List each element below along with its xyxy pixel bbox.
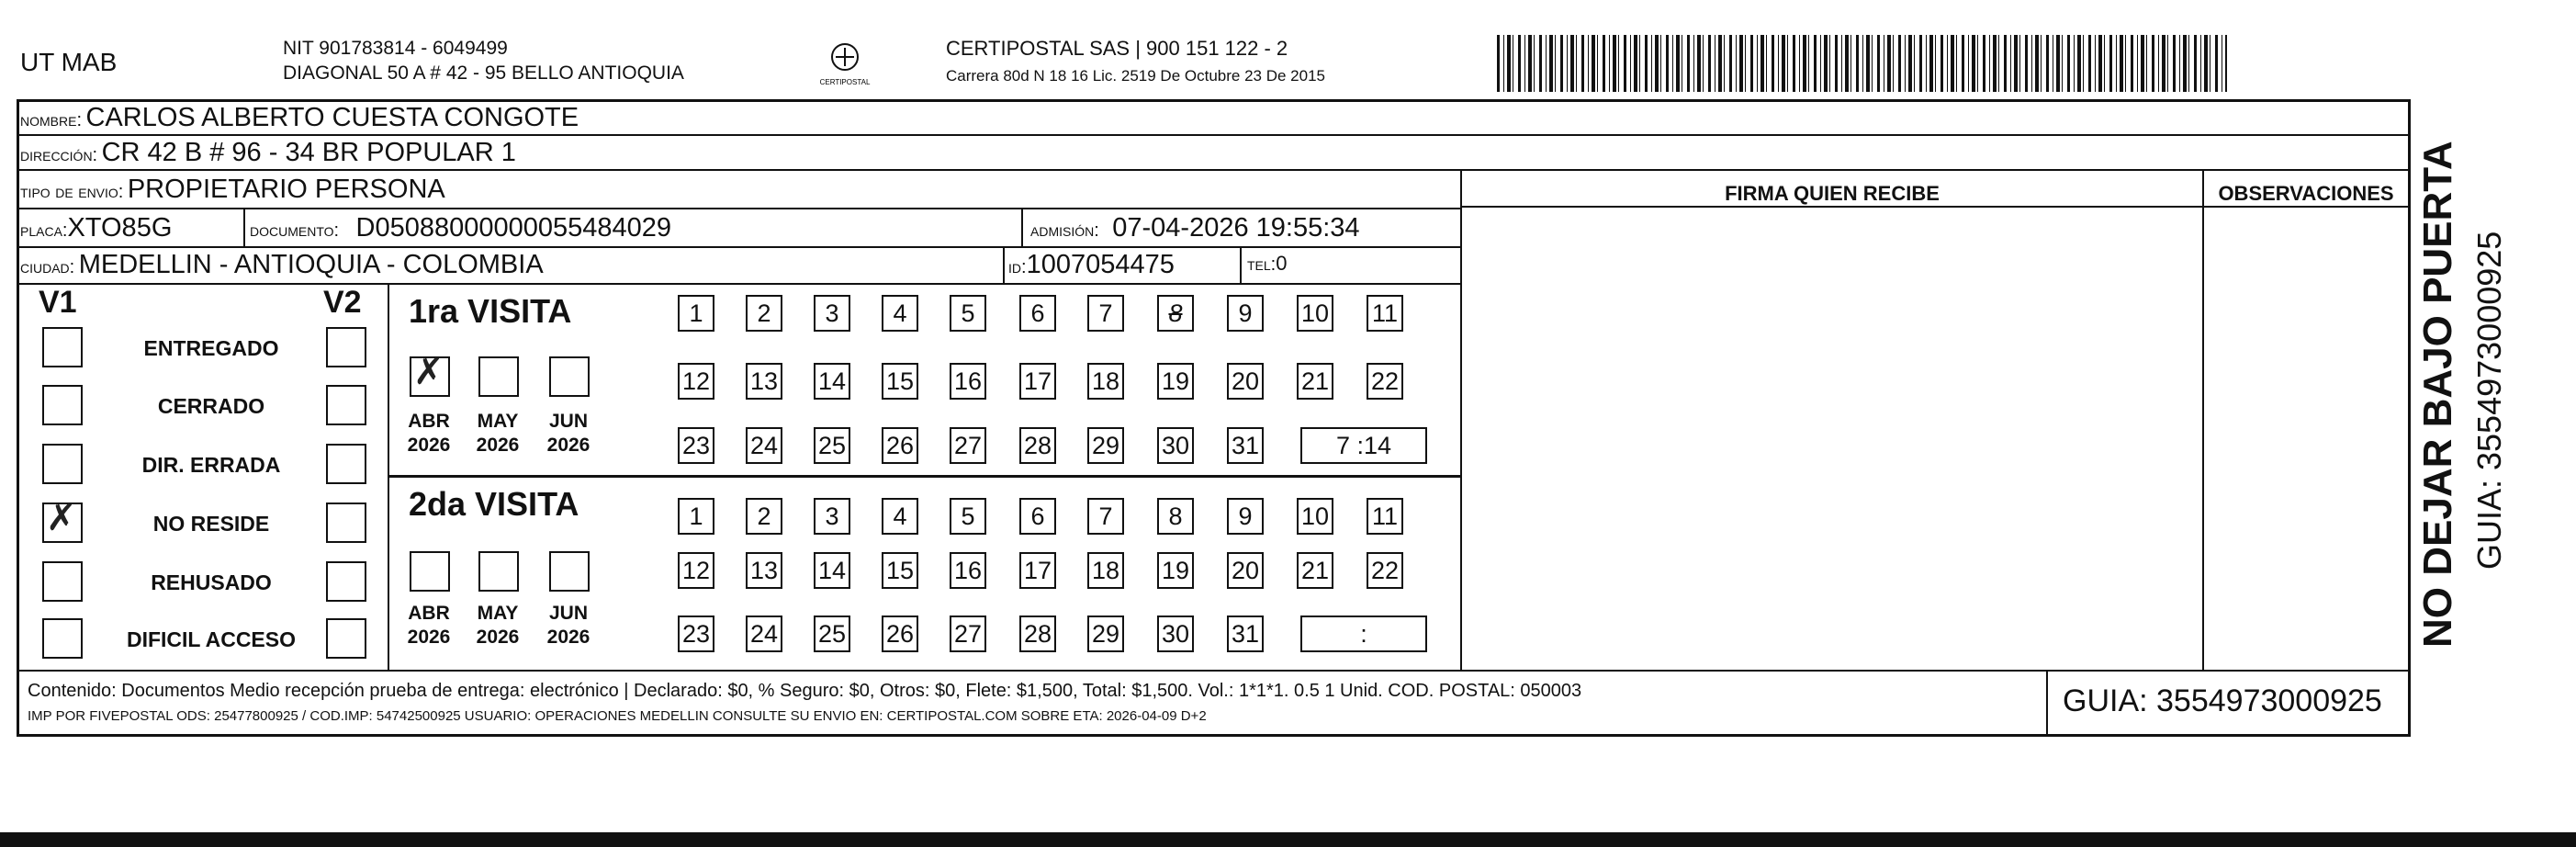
visit1-month-label [397,410,461,457]
cell-divider [1021,209,1023,248]
month-name: JUN [548,603,588,624]
row-id [1008,250,1175,280]
visit2-day-box[interactable]: 10 [1297,498,1333,535]
v1-checkbox[interactable] [42,385,83,425]
col-divider [2202,171,2204,671]
visit1-day-box[interactable]: 13 [746,363,782,400]
v2-checkbox[interactable] [326,618,366,659]
visit1-title: 1ra VISITA [409,292,572,330]
v2-checkbox[interactable] [326,385,366,425]
admision-label: admisión: [1030,220,1099,241]
visit2-day-box[interactable]: 17 [1019,552,1056,589]
visit2-month-checkbox[interactable] [410,551,450,592]
visit1-day-box[interactable]: 5 [950,295,986,332]
visit2-day-box[interactable]: 19 [1157,552,1194,589]
id-value: 1007054475 [1026,250,1175,279]
visit2-day-box[interactable]: 25 [814,615,850,652]
no-dejar-bajo-puerta: NO DEJAR BAJO PUERTA [2415,141,2460,648]
bottom-band [0,832,2576,847]
placa-value: XTO85G [67,213,173,243]
signature-area[interactable] [1464,209,2200,669]
v2-header: V2 [323,285,362,320]
certipostal-logo-icon [817,37,872,92]
row-tipo [20,175,445,205]
visit1-day-box[interactable]: 25 [814,427,850,464]
visit1-day-box[interactable]: 18 [1087,363,1124,400]
visit2-day-box[interactable]: 28 [1019,615,1056,652]
visit2-day-box[interactable]: 27 [950,615,986,652]
tel-label: tel: [1247,254,1277,275]
cell-divider [1240,248,1242,283]
tipo-value: PROPIETARIO PERSONA [127,175,445,204]
visit2-month-label [466,602,530,649]
visit1-day-box[interactable]: 9 [1227,295,1264,332]
company-address: Carrera 80d N 18 16 Lic. 2519 De Octubre 23 De 2015 [946,67,1325,85]
visit1-day-box[interactable]: 23 [678,427,714,464]
visit1-day-box[interactable]: 10 [1297,295,1333,332]
visit2-day-box[interactable]: 31 [1227,615,1264,652]
visit2-title: 2da VISITA [409,485,579,523]
visit2-time-field[interactable]: : [1300,615,1427,652]
visit1-day-box[interactable]: 16 [950,363,986,400]
frame-right [2408,99,2411,737]
visit2-day-box[interactable]: 7 [1087,498,1124,535]
frame-left [17,99,19,737]
visit2-day-box[interactable]: 30 [1157,615,1194,652]
footer-guia: GUIA: 3554973000925 [2063,683,2382,718]
month-year: 2026 [546,435,591,456]
visit1-day-box[interactable]: 21 [1297,363,1333,400]
visit2-day-box[interactable]: 14 [814,552,850,589]
visit2-day-box[interactable]: 3 [814,498,850,535]
visit2-month-label [397,602,461,649]
visit1-day-box[interactable]: 11 [1367,295,1403,332]
month-year: 2026 [407,435,451,456]
visit1-day-box[interactable]: 19 [1157,363,1194,400]
visit1-day-box[interactable]: 29 [1087,427,1124,464]
visit1-day-box[interactable]: 3 [814,295,850,332]
visit1-month-checkbox[interactable] [478,356,519,397]
v1-header: V1 [39,285,77,320]
visit1-month-label [466,410,530,457]
visit2-day-box[interactable]: 22 [1367,552,1403,589]
visit2-day-box[interactable]: 4 [882,498,918,535]
visit2-day-box[interactable]: 6 [1019,498,1056,535]
row-placa [20,213,172,243]
ciudad-value: MEDELLIN - ANTIOQUIA - COLOMBIA [78,250,544,279]
row-line [17,670,2411,672]
visit2-day-box[interactable]: 8 [1157,498,1194,535]
visit2-day-box[interactable]: 21 [1297,552,1333,589]
visit2-day-box[interactable]: 5 [950,498,986,535]
logo-text: CERTIPOSTAL [819,78,871,86]
visit1-day-box[interactable]: 12 [678,363,714,400]
status-label: CERRADO [157,394,265,418]
status-label: REHUSADO [151,570,272,594]
visit2-day-box[interactable]: 11 [1367,498,1403,535]
v1-checkbox[interactable] [42,327,83,367]
placa-label: placa: [20,220,68,241]
visit2-day-box[interactable]: 16 [950,552,986,589]
v2-checkbox[interactable] [326,327,366,367]
month-year: 2026 [407,627,451,648]
visit1-month-label [536,410,601,457]
visit1-day-box[interactable]: 7 [1087,295,1124,332]
month-year: 2026 [546,627,591,648]
observaciones-area[interactable] [2206,209,2406,669]
row-line [17,169,2411,171]
visit2-day-box[interactable]: 24 [746,615,782,652]
row-documento [250,213,671,243]
row-admision [1030,213,1360,243]
side-guia: GUIA: 3554973000925 [2470,231,2508,570]
status-label: ENTREGADO [143,336,279,360]
visit2-month-checkbox[interactable] [549,551,590,592]
footer-divider [2046,672,2048,736]
status-label: NO RESIDE [152,512,270,536]
status-divider [388,285,389,671]
visit1-day-box[interactable]: 24 [746,427,782,464]
row-line [17,208,1461,209]
frame-bottom [17,734,2411,737]
row-line [17,246,1461,248]
v1-checkbox[interactable] [42,618,83,659]
visit1-day-box[interactable]: 6 [1019,295,1056,332]
visit2-day-box[interactable]: 23 [678,615,714,652]
month-year: 2026 [476,435,520,456]
admision-value: 07-04-2026 19:55:34 [1112,213,1360,243]
v2-checkbox[interactable] [326,561,366,602]
visit1-day-box[interactable]: 27 [950,427,986,464]
visit1-day-box[interactable]: 1 [678,295,714,332]
visit2-day-box[interactable]: 9 [1227,498,1264,535]
visit2-day-box[interactable]: 2 [746,498,782,535]
row-line [17,283,1461,285]
visit1-month-checkbox[interactable] [410,351,450,397]
cell-divider [1003,248,1005,283]
nombre-label: nombre: [20,110,83,130]
row-line [1462,206,2411,208]
visit1-day-box[interactable]: 15 [882,363,918,400]
sender-name: UT MAB [20,48,118,76]
visit1-day-box[interactable]: 2 [746,295,782,332]
tipo-label: tipo de envio: [20,182,124,202]
company-name: CERTIPOSTAL SAS | 900 151 122 - 2 [946,37,1288,60]
month-name: ABR [408,603,450,624]
v1-checkbox[interactable] [42,497,83,543]
col-divider [1460,171,1462,671]
id-label: id: [1008,257,1027,277]
month-name: JUN [548,411,588,432]
visit1-day-box[interactable]: 22 [1367,363,1403,400]
visit1-day-box[interactable]: 31 [1227,427,1264,464]
check-mark-icon: ✗ [413,351,444,393]
visit1-day-box[interactable]: 20 [1227,363,1264,400]
firma-header: FIRMA QUIEN RECIBE [1725,182,1940,205]
visit2-day-box[interactable]: 13 [746,552,782,589]
visit-divider [389,475,1460,478]
footer-impresion: IMP POR FIVEPOSTAL ODS: 25477800925 / COD.IMP: 54742500925 USUARIO: OPERACIONES MEDELLIN CONSULTE SU ENVIO EN: CERTIPOSTAL.COM SOBRE ETA: 2026-04-09 D+2 [28,708,1207,724]
v2-checkbox[interactable] [326,444,366,484]
visit2-day-box[interactable]: 20 [1227,552,1264,589]
row-nombre [20,103,579,133]
visit2-day-box[interactable]: 18 [1087,552,1124,589]
visit1-month-checkbox[interactable] [549,356,590,397]
visit2-day-box[interactable]: 1 [678,498,714,535]
visit1-day-box[interactable]: 26 [882,427,918,464]
visit2-day-box[interactable]: 12 [678,552,714,589]
frame-top [17,99,2409,102]
month-name: MAY [477,411,519,432]
month-name: ABR [408,411,450,432]
month-name: MAY [477,603,519,624]
row-direccion [20,138,516,168]
visit2-month-label [536,602,601,649]
visit2-day-box[interactable]: 29 [1087,615,1124,652]
visit1-day-box[interactable]: 28 [1019,427,1056,464]
visit1-day-box[interactable]: 30 [1157,427,1194,464]
barcode [1497,35,2227,92]
cell-divider [243,209,245,248]
check-mark-icon: ✗ [46,497,77,539]
visit1-day-box[interactable]: 14 [814,363,850,400]
visit2-month-checkbox[interactable] [478,551,519,592]
v1-checkbox[interactable] [42,561,83,602]
visit1-day-box[interactable]: 4 [882,295,918,332]
visit2-day-box[interactable]: 15 [882,552,918,589]
status-label: DIFICIL ACCESO [126,627,296,651]
v2-checkbox[interactable] [326,503,366,543]
visit1-day-box[interactable]: 17 [1019,363,1056,400]
visit2-day-box[interactable]: 26 [882,615,918,652]
ciudad-label: ciudad: [20,257,75,277]
row-tel [1247,252,1287,276]
visit1-time-field[interactable]: 7 :14 [1300,427,1427,464]
observaciones-header: OBSERVACIONES [2218,182,2394,205]
v1-checkbox[interactable] [42,444,83,484]
nombre-value: CARLOS ALBERTO CUESTA CONGOTE [85,103,579,132]
status-label: DIR. ERRADA [141,453,281,477]
direccion-value: CR 42 B # 96 - 34 BR POPULAR 1 [101,138,516,167]
row-ciudad [20,250,544,280]
sender-address: DIAGONAL 50 A # 42 - 95 BELLO ANTIOQUIA [283,62,684,84]
tel-value: 0 [1276,252,1288,275]
visit1-day-box[interactable]: 8 [1157,295,1194,332]
documento-label: documento: [250,220,340,241]
row-line [17,134,2411,136]
footer-contenido: Contenido: Documentos Medio recepción prueba de entrega: electrónico | Declarado: $0, % Seguro: $0, Otros: $0, Flete: $1,500, Total: $1,500. Vol.: 1*1*1. 0.5 1 Unid. COD. POSTAL: 050003 [28,681,1582,701]
sender-nit: NIT 901783814 - 6049499 [283,38,508,59]
month-year: 2026 [476,627,520,648]
documento-value: D05088000000055484029 [355,213,672,243]
direccion-label: dirección: [20,145,98,165]
